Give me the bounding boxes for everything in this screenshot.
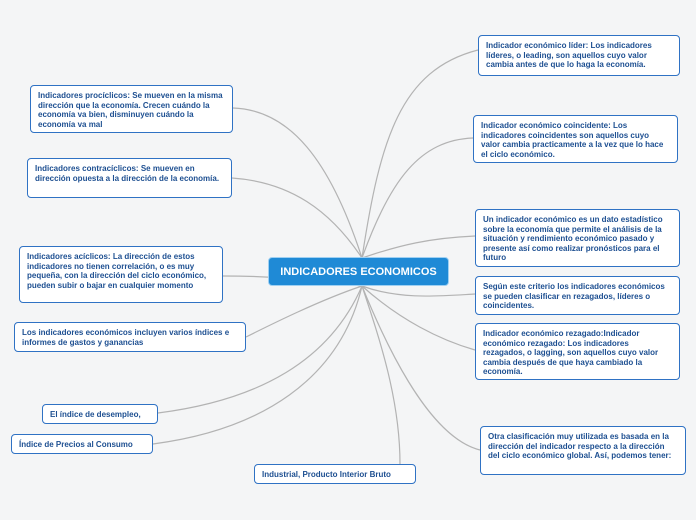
node-indicador-lider[interactable]: Indicador económico líder: Los indicadores líderes, o leading, son aquellos cuyo valor cambia antes de que lo haga la economía. <box>478 35 680 76</box>
link-ipc <box>153 286 362 444</box>
node-indice-desempleo[interactable]: El índice de desempleo, <box>42 404 158 424</box>
link-definicion <box>362 236 475 258</box>
link-otra-clasificacion <box>362 286 480 450</box>
node-indicadores-aciclicos[interactable]: Indicadores acíclicos: La dirección de estos indicadores no tienen correlación, o es muy pequeña, con la dirección del ciclo económico, pueden subir o bajar en cualquier momento <box>19 246 223 303</box>
node-industrial-pib[interactable]: Industrial, Producto Interior Bruto <box>254 464 416 484</box>
node-indicador-coincidente[interactable]: Indicador económico coincidente: Los indicadores coincidentes son aquellos cuyo valor cambia practicamente a la vez que lo hace el ciclo económico. <box>473 115 678 163</box>
link-industrial <box>362 286 400 464</box>
node-indicadores-prociclicos[interactable]: Indicadores procíclicos: Se mueven en la misma dirección que la economía. Crecen cuándo la economía va bien, disminuyen cuándo la economía va mal <box>30 85 233 133</box>
link-contraciclicos <box>232 178 362 258</box>
link-lider <box>362 50 478 258</box>
link-coincidente <box>362 138 473 258</box>
link-prociclicos <box>233 108 362 258</box>
node-indice-precios-consumo[interactable]: Índice de Precios al Consumo <box>11 434 153 454</box>
central-topic[interactable]: INDICADORES ECONOMICOS <box>268 257 449 286</box>
link-criterio <box>362 286 475 296</box>
node-criterio-clasificacion[interactable]: Según este criterio los indicadores económicos se pueden clasificar en rezagados, líderes o coincidentes. <box>475 276 680 315</box>
node-definicion-indicador[interactable]: Un indicador económico es un dato estadístico sobre la economía que permite el análisis de la situación y rendimiento económico pasado y presente así como realizar pronósticos para el futuro <box>475 209 680 267</box>
node-indicadores-contraciclicos[interactable]: Indicadores contracíclicos: Se mueven en dirección opuesta a la dirección de la economía. <box>27 158 232 198</box>
node-incluyen-indices[interactable]: Los indicadores económicos incluyen varios índices e informes de gastos y ganancias <box>14 322 246 352</box>
node-indicador-rezagado[interactable]: Indicador económico rezagado:Indicador económico rezagado: Los indicadores rezagados, o lagging, son aquellos cuyo valor cambia después de que haya cambiado la economía. <box>475 323 680 380</box>
node-otra-clasificacion[interactable]: Otra clasificación muy utilizada es basada en la dirección del indicador respecto a la dirección del ciclo económico global. Así, podemos tener: <box>480 426 686 475</box>
link-incluyen <box>246 286 362 337</box>
